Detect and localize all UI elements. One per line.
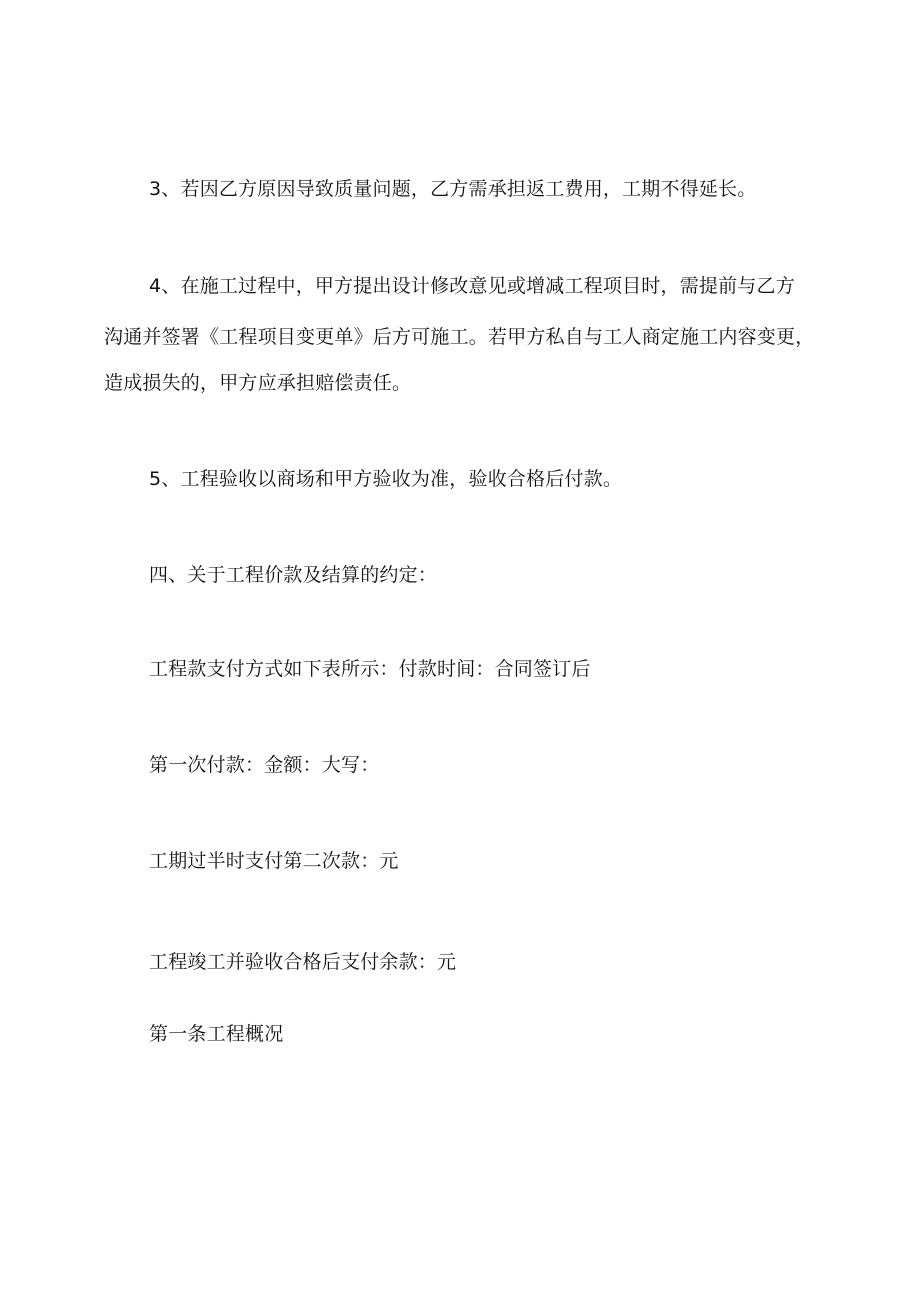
clause-4-line-3: 造成损失的，甲方应承担赔偿责任。 (104, 372, 412, 394)
payment-method: 工程款支付方式如下表所示：付款时间：合同签订后 (149, 658, 591, 680)
second-payment: 工期过半时支付第二次款：元 (149, 850, 399, 872)
first-payment: 第一次付款：金额：大写： (149, 754, 380, 776)
clause-4-line-2: 沟通并签署《工程项目变更单》后方可施工。若甲方私自与工人商定施工内容变更， (104, 326, 815, 348)
article-1-title: 第一条工程概况 (149, 1023, 284, 1045)
clause-5: 5、工程验收以商场和甲方验收为准，验收合格后付款。 (149, 468, 623, 490)
clause-4-line-1: 4、在施工过程中，甲方提出设计修改意见或增减工程项目时，需提前与乙方 (149, 275, 795, 297)
clause-3: 3、若因乙方原因导致质量问题，乙方需承担返工费用，工期不得延长。 (149, 178, 757, 200)
section-4-title: 四、关于工程价款及结算的约定： (149, 564, 438, 586)
final-payment: 工程竣工并验收合格后支付余款：元 (149, 951, 457, 973)
